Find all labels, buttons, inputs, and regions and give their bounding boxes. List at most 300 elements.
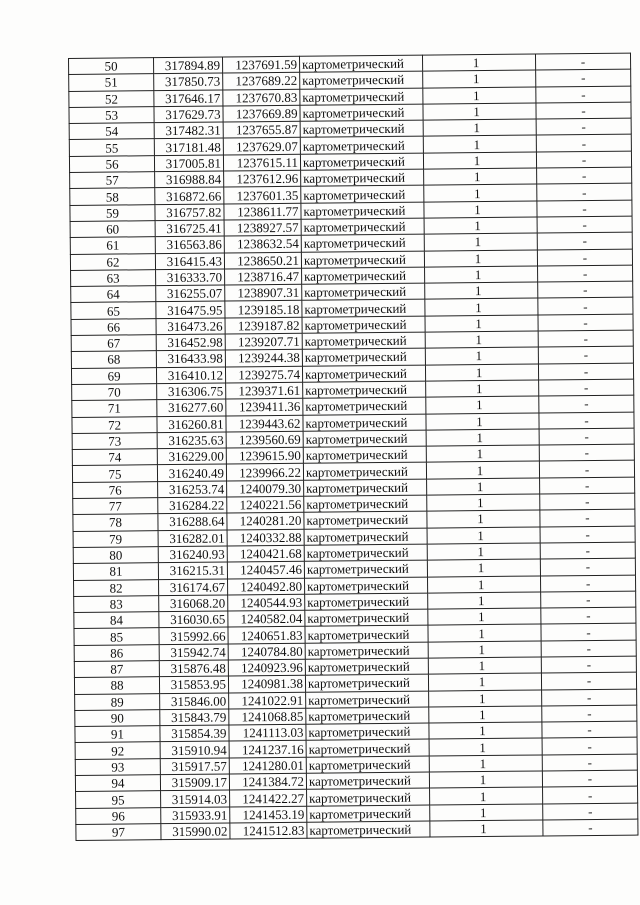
note-cell: - [540, 493, 635, 510]
note-cell: - [540, 575, 635, 592]
note-cell: - [537, 232, 632, 249]
note-cell: - [542, 770, 637, 787]
accuracy-value: 1 [472, 55, 480, 71]
accuracy-cell [428, 673, 541, 690]
y-coordinate-cell: 1238907.31 [225, 284, 302, 301]
y-coordinate-cell: 1240923.96 [228, 659, 305, 676]
accuracy-cell [429, 755, 542, 772]
accuracy-value: 1 [479, 739, 486, 755]
x-coordinate-cell: 317005.81 [154, 155, 223, 172]
x-coordinate-cell: 316306.75 [157, 383, 226, 400]
point-number-cell: 63 [71, 270, 156, 287]
point-number-cell: 59 [70, 204, 155, 221]
accuracy-value: 1 [476, 478, 484, 494]
accuracy-cell [425, 315, 538, 332]
accuracy-value: 1 [477, 544, 485, 560]
accuracy-value: 1 [473, 136, 481, 152]
method-cell: картометрический [304, 495, 427, 512]
method-cell: картометрический [300, 71, 423, 88]
x-coordinate-cell: 316240.49 [157, 464, 226, 481]
x-coordinate-cell: 316757.82 [155, 204, 224, 221]
x-coordinate-cell: 315992.66 [159, 627, 228, 644]
y-coordinate-cell: 1241422.27 [230, 790, 307, 807]
x-coordinate-cell: 315846.00 [160, 693, 229, 710]
note-cell: - [538, 298, 633, 315]
note-cell: - [538, 281, 633, 298]
point-number-cell: 51 [69, 74, 154, 91]
accuracy-value: 1 [475, 381, 483, 397]
accuracy-value: 1 [478, 690, 486, 706]
x-coordinate-cell: 316433.98 [156, 350, 225, 367]
note-cell: - [538, 346, 633, 363]
method-cell: картометрический [302, 283, 425, 300]
note-cell: - [540, 477, 635, 494]
x-coordinate-cell: 316229.00 [157, 448, 226, 465]
x-coordinate-cell: 316475.95 [156, 301, 225, 318]
point-number-cell: 67 [71, 335, 156, 352]
method-cell: картометрический [306, 707, 429, 724]
point-number-cell: 69 [71, 367, 156, 384]
method-cell: картометрический [304, 528, 427, 545]
accuracy-value: 1 [479, 788, 487, 804]
point-number-cell: 80 [73, 547, 158, 564]
accuracy-cell [424, 168, 537, 185]
point-number-cell: 54 [69, 123, 154, 140]
accuracy-cell [425, 298, 538, 315]
x-coordinate-cell: 316333.70 [156, 269, 225, 286]
x-coordinate-cell: 315843.79 [160, 709, 229, 726]
y-coordinate-cell: 1237669.89 [223, 105, 300, 122]
point-number-cell: 74 [72, 449, 157, 466]
method-cell: картометрический [306, 723, 429, 740]
accuracy-cell [429, 722, 542, 739]
y-coordinate-cell: 1239185.18 [225, 301, 302, 318]
y-coordinate-cell: 1239966.22 [226, 464, 303, 481]
method-cell: картометрический [304, 479, 427, 496]
accuracy-value: 1 [477, 511, 484, 527]
y-coordinate-cell: 1240221.56 [227, 496, 304, 513]
method-cell: картометрический [300, 104, 423, 121]
x-coordinate-cell: 316288.64 [158, 513, 227, 530]
x-coordinate-cell: 315942.74 [159, 644, 228, 661]
method-cell: картометрический [306, 691, 429, 708]
note-cell: - [538, 314, 633, 331]
accuracy-cell [429, 690, 542, 707]
x-coordinate-cell: 317850.73 [154, 73, 223, 90]
x-coordinate-cell: 315990.02 [161, 823, 230, 840]
y-coordinate-cell: 1240582.04 [228, 610, 305, 627]
accuracy-cell [426, 445, 539, 462]
x-coordinate-cell: 316215.31 [158, 562, 227, 579]
point-number-cell: 97 [76, 824, 161, 841]
y-coordinate-cell: 1241453.19 [230, 806, 307, 823]
method-cell: картометрический [303, 414, 426, 431]
method-cell: картометрический [304, 560, 427, 577]
note-cell: - [539, 379, 634, 396]
accuracy-cell [426, 413, 539, 430]
accuracy-cell [425, 282, 538, 299]
accuracy-cell [429, 738, 542, 755]
y-coordinate-cell: 1237670.83 [223, 89, 300, 106]
method-cell: картометрический [301, 251, 424, 268]
note-cell: - [538, 265, 633, 282]
x-coordinate-cell: 315914.03 [161, 790, 230, 807]
accuracy-value: 1 [477, 576, 485, 592]
note-cell: - [539, 428, 634, 445]
accuracy-value: 1 [477, 592, 485, 609]
x-coordinate-cell: 315910.94 [160, 741, 229, 758]
accuracy-cell [425, 266, 538, 283]
x-coordinate-cell: 316255.07 [156, 285, 225, 302]
accuracy-value: 1 [473, 87, 480, 103]
note-cell: - [536, 86, 631, 103]
accuracy-value: 1 [474, 234, 482, 250]
method-cell: картометрический [301, 218, 424, 235]
y-coordinate-cell: 1238611.77 [224, 203, 301, 220]
method-cell: картометрический [303, 446, 426, 463]
note-cell: - [536, 69, 631, 86]
y-coordinate-cell: 1240079.30 [227, 480, 304, 497]
x-coordinate-cell: 315933.91 [161, 807, 230, 824]
y-coordinate-cell: 1240332.88 [227, 529, 304, 546]
point-number-cell: 87 [74, 661, 159, 678]
y-coordinate-cell: 1237615.11 [223, 154, 300, 171]
point-number-cell: 89 [75, 693, 160, 710]
method-cell: картометрический [307, 805, 430, 822]
y-coordinate-cell: 1239615.90 [226, 447, 303, 464]
y-coordinate-cell: 1240281.20 [227, 513, 304, 530]
x-coordinate-cell: 315917.57 [160, 758, 229, 775]
point-number-cell: 62 [70, 253, 155, 270]
method-cell: картометрический [300, 153, 423, 170]
point-number-cell: 60 [70, 221, 155, 238]
accuracy-value: 1 [473, 169, 481, 185]
point-number-cell: 92 [75, 742, 160, 759]
accuracy-value: 1 [475, 332, 483, 348]
x-coordinate-cell: 316563.86 [155, 236, 224, 253]
note-cell: - [535, 53, 630, 70]
y-coordinate-cell: 1238716.47 [225, 268, 302, 285]
x-coordinate-cell: 316452.98 [156, 334, 225, 351]
y-coordinate-cell: 1239275.74 [225, 366, 302, 383]
method-cell: картометрический [306, 772, 429, 789]
note-cell: - [541, 607, 636, 624]
method-cell: картометрический [302, 348, 425, 365]
accuracy-value: 1 [479, 723, 486, 739]
accuracy-value: 1 [474, 218, 481, 234]
accuracy-cell [423, 70, 536, 87]
method-cell: картометрический [302, 300, 425, 317]
point-number-cell: 68 [71, 351, 156, 368]
accuracy-cell [427, 575, 540, 592]
method-cell: картометрический [301, 185, 424, 202]
accuracy-value: 1 [476, 446, 484, 462]
point-number-cell: 56 [69, 155, 154, 172]
x-coordinate-cell: 316282.01 [158, 530, 227, 547]
x-coordinate-cell: 316235.63 [157, 432, 226, 449]
point-number-cell: 94 [75, 775, 160, 792]
y-coordinate-cell: 1237612.96 [224, 170, 301, 187]
point-number-cell: 88 [74, 677, 159, 694]
x-coordinate-cell: 317629.73 [154, 106, 223, 123]
accuracy-cell [424, 250, 537, 267]
note-cell: - [539, 395, 634, 412]
accuracy-value: 1 [479, 804, 487, 820]
y-coordinate-cell: 1238650.21 [224, 252, 301, 269]
y-coordinate-cell: 1241512.83 [230, 822, 307, 839]
accuracy-value: 1 [474, 250, 482, 266]
point-number-cell: 85 [74, 628, 159, 645]
accuracy-value: 1 [473, 152, 481, 169]
y-coordinate-cell: 1237689.22 [223, 73, 300, 90]
method-cell: картометрический [302, 332, 425, 349]
accuracy-value: 1 [478, 625, 485, 641]
y-coordinate-cell: 1241280.01 [229, 757, 306, 774]
point-number-cell: 70 [72, 384, 157, 401]
y-coordinate-cell: 1240421.68 [227, 545, 304, 562]
method-cell: картометрический [304, 511, 427, 528]
method-cell: картометрический [306, 756, 429, 773]
accuracy-value: 1 [473, 104, 480, 120]
x-coordinate-cell: 316725.41 [155, 220, 224, 237]
note-cell: - [536, 118, 631, 135]
note-cell: - [538, 330, 633, 347]
note-cell: - [539, 444, 634, 461]
accuracy-cell [425, 331, 538, 348]
point-number-cell: 90 [75, 710, 160, 727]
accuracy-value: 1 [478, 641, 486, 657]
y-coordinate-cell: 1239443.62 [226, 415, 303, 432]
coordinates-table [68, 53, 638, 842]
point-number-cell: 52 [69, 90, 154, 107]
y-coordinate-cell: 1241113.03 [229, 724, 306, 741]
note-cell: - [543, 786, 638, 803]
accuracy-cell [428, 641, 541, 658]
note-cell: - [541, 623, 636, 640]
note-cell: - [542, 738, 637, 755]
x-coordinate-cell: 316415.43 [155, 253, 224, 270]
note-cell: - [542, 721, 637, 738]
accuracy-cell [429, 706, 542, 723]
method-cell: картометрический [302, 316, 425, 333]
note-cell: - [541, 656, 636, 673]
x-coordinate-cell: 316174.67 [159, 578, 228, 595]
note-cell: - [537, 183, 632, 200]
y-coordinate-cell: 1238632.54 [224, 236, 301, 253]
accuracy-cell [422, 54, 535, 71]
method-cell: картометрический [305, 593, 428, 610]
x-coordinate-cell: 316988.84 [155, 171, 224, 188]
point-number-cell: 55 [69, 139, 154, 156]
accuracy-value: 1 [475, 315, 482, 331]
x-coordinate-cell: 316068.20 [159, 595, 228, 612]
accuracy-value: 1 [478, 674, 486, 690]
x-coordinate-cell: 316240.93 [158, 546, 227, 563]
method-cell: картометрический [305, 625, 428, 642]
x-coordinate-cell: 315854.39 [160, 725, 229, 742]
accuracy-value: 1 [475, 348, 483, 364]
y-coordinate-cell: 1240784.80 [228, 643, 305, 660]
y-coordinate-cell: 1241068.85 [229, 708, 306, 725]
accuracy-cell [426, 380, 539, 397]
y-coordinate-cell: 1240651.83 [228, 627, 305, 644]
point-number-cell: 73 [72, 432, 157, 449]
point-number-cell: 66 [71, 318, 156, 335]
point-number-cell: 76 [73, 481, 158, 498]
accuracy-cell [428, 624, 541, 641]
note-cell: - [541, 640, 636, 657]
note-cell: - [537, 249, 632, 266]
point-number-cell: 65 [71, 302, 156, 319]
x-coordinate-cell: 316473.26 [156, 318, 225, 335]
accuracy-cell [423, 135, 536, 152]
y-coordinate-cell: 1239371.61 [226, 382, 303, 399]
note-cell: - [537, 200, 632, 217]
note-cell: - [539, 461, 634, 478]
method-cell: картометрический [305, 658, 428, 675]
method-cell: картометрический [300, 88, 423, 105]
point-number-cell: 61 [70, 237, 155, 254]
note-cell: - [540, 558, 635, 575]
method-cell: картометрический [305, 577, 428, 594]
y-coordinate-cell: 1241237.16 [229, 741, 306, 758]
method-cell: картометрический [301, 169, 424, 186]
y-coordinate-cell: 1237601.35 [224, 187, 301, 204]
accuracy-value: 1 [476, 495, 484, 511]
y-coordinate-cell: 1240544.93 [228, 594, 305, 611]
x-coordinate-cell: 315909.17 [160, 774, 229, 791]
method-cell: картометрический [302, 267, 425, 284]
note-cell: - [540, 542, 635, 559]
note-cell: - [536, 135, 631, 152]
note-cell: - [540, 526, 635, 543]
method-cell: картометрический [299, 55, 422, 72]
accuracy-value: 1 [473, 120, 481, 136]
point-number-cell: 82 [74, 579, 159, 596]
point-number-cell: 79 [73, 530, 158, 547]
note-cell: - [541, 591, 636, 608]
accuracy-cell [427, 494, 540, 511]
accuracy-cell [426, 461, 539, 478]
method-cell: картометрический [301, 234, 424, 251]
accuracy-value: 1 [474, 201, 481, 217]
y-coordinate-cell: 1241022.91 [229, 692, 306, 709]
x-coordinate-cell: 317646.17 [154, 90, 223, 107]
accuracy-value: 1 [474, 283, 482, 299]
accuracy-value: 1 [479, 755, 487, 771]
accuracy-cell [430, 820, 543, 837]
point-number-cell: 75 [72, 465, 157, 482]
x-coordinate-cell: 317181.48 [154, 138, 223, 155]
accuracy-cell [427, 478, 540, 495]
y-coordinate-cell: 1240457.46 [227, 561, 304, 578]
point-number-cell: 93 [75, 758, 160, 775]
accuracy-cell [430, 804, 543, 821]
x-coordinate-cell: 315876.48 [159, 660, 228, 677]
accuracy-value: 1 [476, 430, 483, 446]
accuracy-value: 1 [476, 413, 483, 429]
accuracy-value: 1 [476, 397, 483, 413]
accuracy-value: 1 [478, 707, 486, 723]
accuracy-cell [427, 510, 540, 527]
method-cell: картометрический [302, 365, 425, 382]
note-cell: - [539, 412, 634, 429]
point-number-cell: 53 [69, 107, 154, 124]
note-cell: - [538, 363, 633, 380]
method-cell: картометрический [303, 430, 426, 447]
accuracy-cell [424, 233, 537, 250]
note-cell: - [543, 803, 638, 820]
accuracy-cell [427, 527, 540, 544]
y-coordinate-cell: 1239187.82 [225, 317, 302, 334]
method-cell: картометрический [303, 381, 426, 398]
accuracy-cell [427, 559, 540, 576]
note-cell: - [541, 672, 636, 689]
coordinates-table-body [69, 53, 638, 841]
accuracy-cell [430, 787, 543, 804]
y-coordinate-cell: 1237691.59 [222, 56, 299, 73]
accuracy-cell [428, 657, 541, 674]
accuracy-value: 1 [477, 560, 485, 576]
x-coordinate-cell: 315853.95 [159, 676, 228, 693]
accuracy-cell [426, 396, 539, 413]
y-coordinate-cell: 1237629.07 [223, 138, 300, 155]
y-coordinate-cell: 1237655.87 [223, 121, 300, 138]
method-cell: картометрический [307, 788, 430, 805]
accuracy-value: 1 [475, 364, 483, 380]
y-coordinate-cell: 1240492.80 [228, 578, 305, 595]
method-cell: картометрический [305, 642, 428, 659]
y-coordinate-cell: 1241384.72 [229, 773, 306, 790]
note-cell: - [537, 167, 632, 184]
x-coordinate-cell: 317894.89 [154, 57, 223, 74]
accuracy-value: 1 [478, 609, 485, 625]
point-number-cell: 95 [76, 791, 161, 808]
y-coordinate-cell: 1239411.36 [226, 398, 303, 415]
note-cell: - [536, 151, 631, 168]
point-number-cell: 50 [69, 58, 154, 75]
point-number-cell: 86 [74, 644, 159, 661]
accuracy-cell [429, 771, 542, 788]
note-cell: - [540, 509, 635, 526]
note-cell: - [537, 216, 632, 233]
y-coordinate-cell: 1239560.69 [226, 431, 303, 448]
x-coordinate-cell: 316872.66 [155, 187, 224, 204]
x-coordinate-cell: 316030.65 [159, 611, 228, 628]
method-cell: картометрический [301, 202, 424, 219]
accuracy-cell [425, 347, 538, 364]
point-number-cell: 83 [74, 595, 159, 612]
method-cell: картометрический [304, 544, 427, 561]
accuracy-value: 1 [475, 299, 482, 315]
x-coordinate-cell: 316253.74 [158, 481, 227, 498]
accuracy-value: 1 [479, 772, 487, 788]
method-cell: картометрический [307, 821, 430, 838]
x-coordinate-cell: 316410.12 [156, 367, 225, 384]
method-cell: картометрический [303, 463, 426, 480]
accuracy-value: 1 [478, 658, 486, 674]
accuracy-cell [423, 152, 536, 169]
x-coordinate-cell: 316277.60 [157, 399, 226, 416]
point-number-cell: 64 [71, 286, 156, 303]
accuracy-cell [427, 543, 540, 560]
note-cell: - [543, 819, 638, 836]
point-number-cell: 81 [73, 563, 158, 580]
accuracy-value: 1 [474, 267, 482, 283]
y-coordinate-cell: 1240981.38 [228, 676, 305, 693]
y-coordinate-cell: 1238927.57 [224, 219, 301, 236]
accuracy-value: 1 [472, 71, 480, 87]
